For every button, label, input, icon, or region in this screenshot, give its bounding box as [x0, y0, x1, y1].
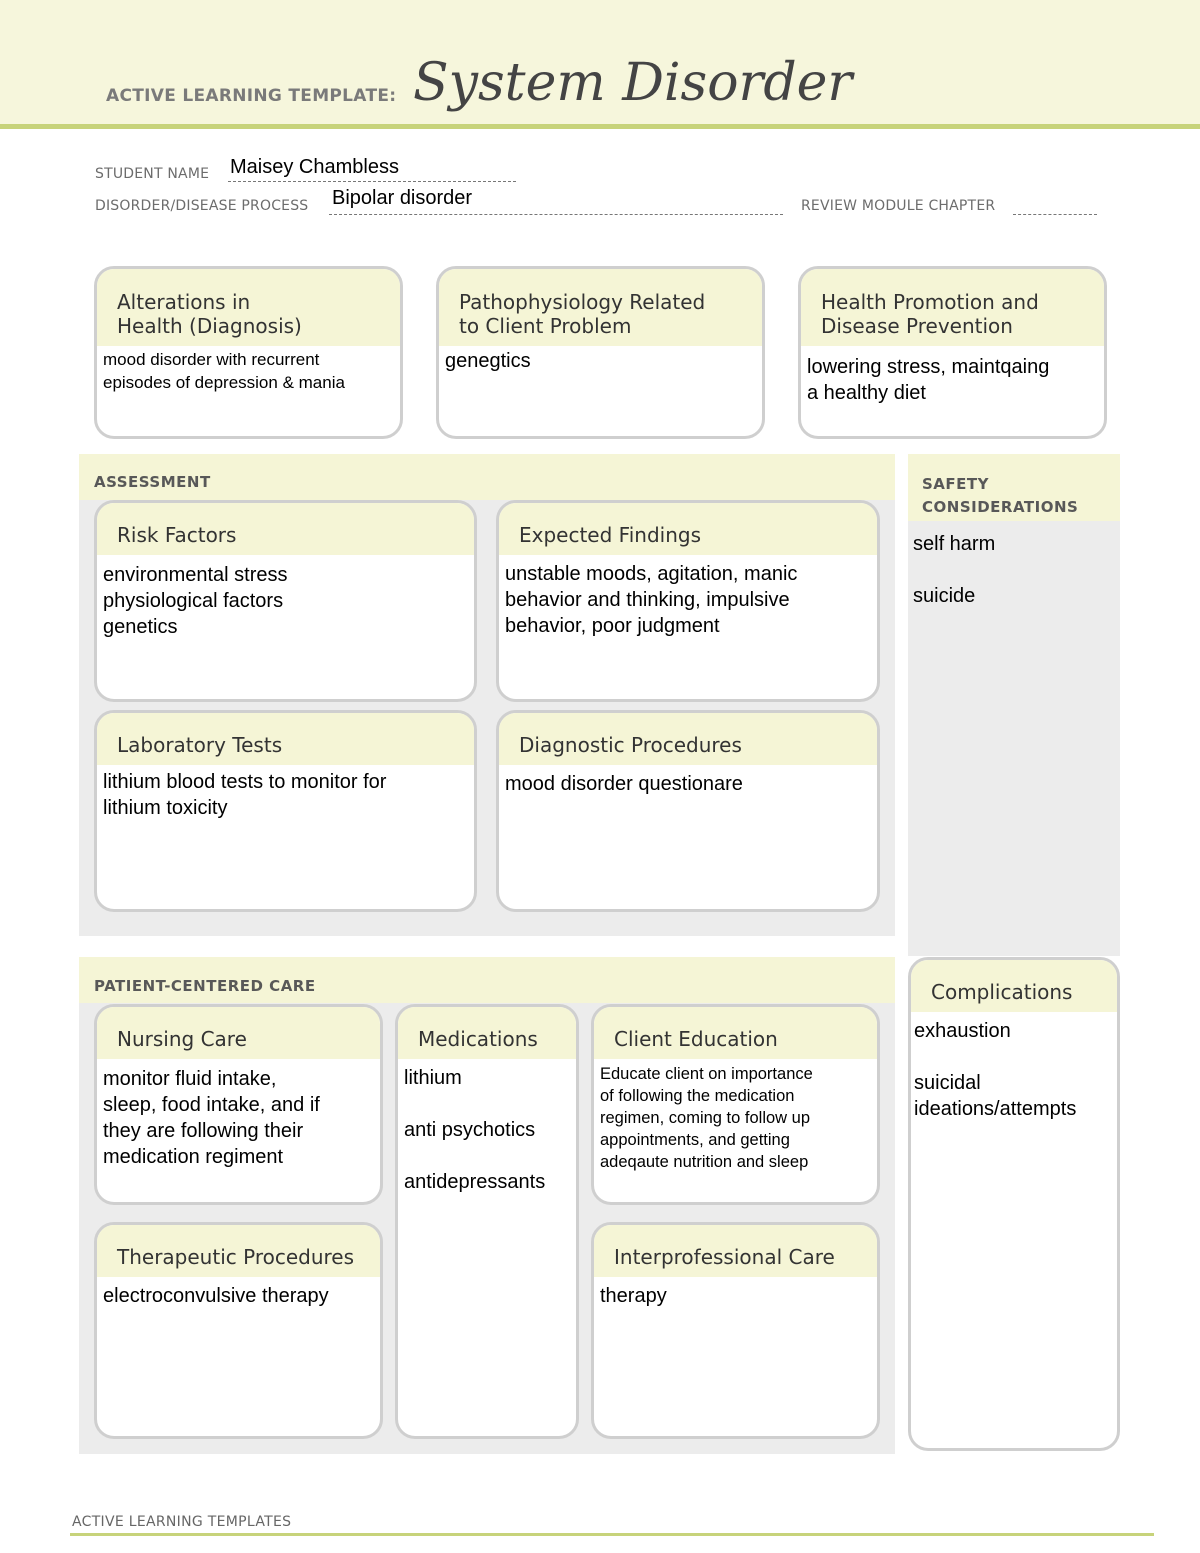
- nursing-care-content[interactable]: monitor fluid intake, sleep, food intake, and if they are following their medication regiment: [103, 1068, 320, 1168]
- health-promotion-content[interactable]: lowering stress, maintqaing a healthy diet: [807, 356, 1050, 404]
- therapeutic-procedures-box: [94, 1222, 383, 1439]
- nursing-care-box: [94, 1004, 383, 1205]
- complications-box: [908, 957, 1120, 1451]
- review-module-label: REVIEW MODULE CHAPTER: [801, 198, 996, 214]
- student-name-label: STUDENT NAME: [95, 166, 210, 182]
- medications-content[interactable]: lithium anti psychotics antidepressants: [404, 1067, 546, 1193]
- medications-box: [395, 1004, 579, 1439]
- interprofessional-care-box: [591, 1222, 880, 1439]
- therapeutic-procedures-content[interactable]: electroconvulsive therapy: [103, 1285, 329, 1307]
- footer-text: ACTIVE LEARNING TEMPLATES: [72, 1514, 292, 1530]
- safety-panel: [908, 454, 1120, 956]
- client-education-title: Client Education: [594, 1007, 877, 1059]
- client-education-content[interactable]: Educate client on importance of following the medication regimen, coming to follow up appointments, and getting adeqaute nutrition and sleep: [600, 1065, 813, 1171]
- review-module-field[interactable]: [1013, 214, 1097, 215]
- disorder-field[interactable]: Bipolar disorder: [332, 187, 473, 209]
- complications-content[interactable]: exhaustion suicidal ideations/attempts: [914, 1020, 1077, 1120]
- safety-title: SAFETY CONSIDERATIONS: [922, 475, 1079, 516]
- laboratory-tests-box: [94, 710, 477, 912]
- interprofessional-care-title: Interprofessional Care: [594, 1225, 877, 1277]
- template-label: ACTIVE LEARNING TEMPLATE:: [106, 86, 397, 106]
- interprofessional-care-content[interactable]: therapy: [600, 1285, 667, 1307]
- risk-factors-content[interactable]: environmental stress physiological factors genetics: [103, 564, 288, 638]
- expected-findings-box: [496, 500, 880, 702]
- disorder-line: [329, 214, 783, 215]
- alterations-box: [94, 266, 403, 439]
- student-name-field[interactable]: Maisey Chambless: [230, 156, 399, 178]
- student-name-line: [228, 181, 516, 182]
- expected-findings-content[interactable]: unstable moods, agitation, manic behavior and thinking, impulsive behavior, poor judgment: [505, 563, 798, 637]
- risk-factors-title: Risk Factors: [97, 503, 474, 555]
- disorder-label: DISORDER/DISEASE PROCESS: [95, 198, 309, 214]
- risk-factors-box: [94, 500, 477, 702]
- diagnostic-procedures-box: [496, 710, 880, 912]
- diagnostic-procedures-content[interactable]: mood disorder questionare: [505, 773, 743, 795]
- assessment-title: ASSESSMENT: [94, 473, 211, 491]
- alterations-title: Alterations in Health (Diagnosis): [97, 269, 400, 346]
- alterations-content[interactable]: mood disorder with recurrent episodes of depression & mania: [103, 350, 345, 392]
- complications-title: Complications: [911, 960, 1117, 1012]
- nursing-care-title: Nursing Care: [97, 1007, 380, 1059]
- therapeutic-procedures-title: Therapeutic Procedures: [97, 1225, 380, 1277]
- laboratory-tests-title: Laboratory Tests: [97, 713, 474, 765]
- safety-content[interactable]: self harm suicide: [913, 533, 996, 607]
- medications-title: Medications: [398, 1007, 576, 1059]
- pathophysiology-content[interactable]: genegtics: [445, 350, 531, 372]
- pathophysiology-title: Pathophysiology Related to Client Problem: [439, 269, 762, 346]
- patient-centered-care-title: PATIENT-CENTERED CARE: [94, 977, 316, 995]
- pathophysiology-box: [436, 266, 765, 439]
- diagnostic-procedures-title: Diagnostic Procedures: [499, 713, 877, 765]
- template-title: System Disorder: [413, 53, 853, 113]
- footer-line: [70, 1533, 1154, 1536]
- laboratory-tests-content[interactable]: lithium blood tests to monitor for lithium toxicity: [103, 771, 387, 819]
- health-promotion-box: [798, 266, 1107, 439]
- health-promotion-title: Health Promotion and Disease Prevention: [801, 269, 1104, 346]
- client-education-box: [591, 1004, 880, 1205]
- expected-findings-title: Expected Findings: [499, 503, 877, 555]
